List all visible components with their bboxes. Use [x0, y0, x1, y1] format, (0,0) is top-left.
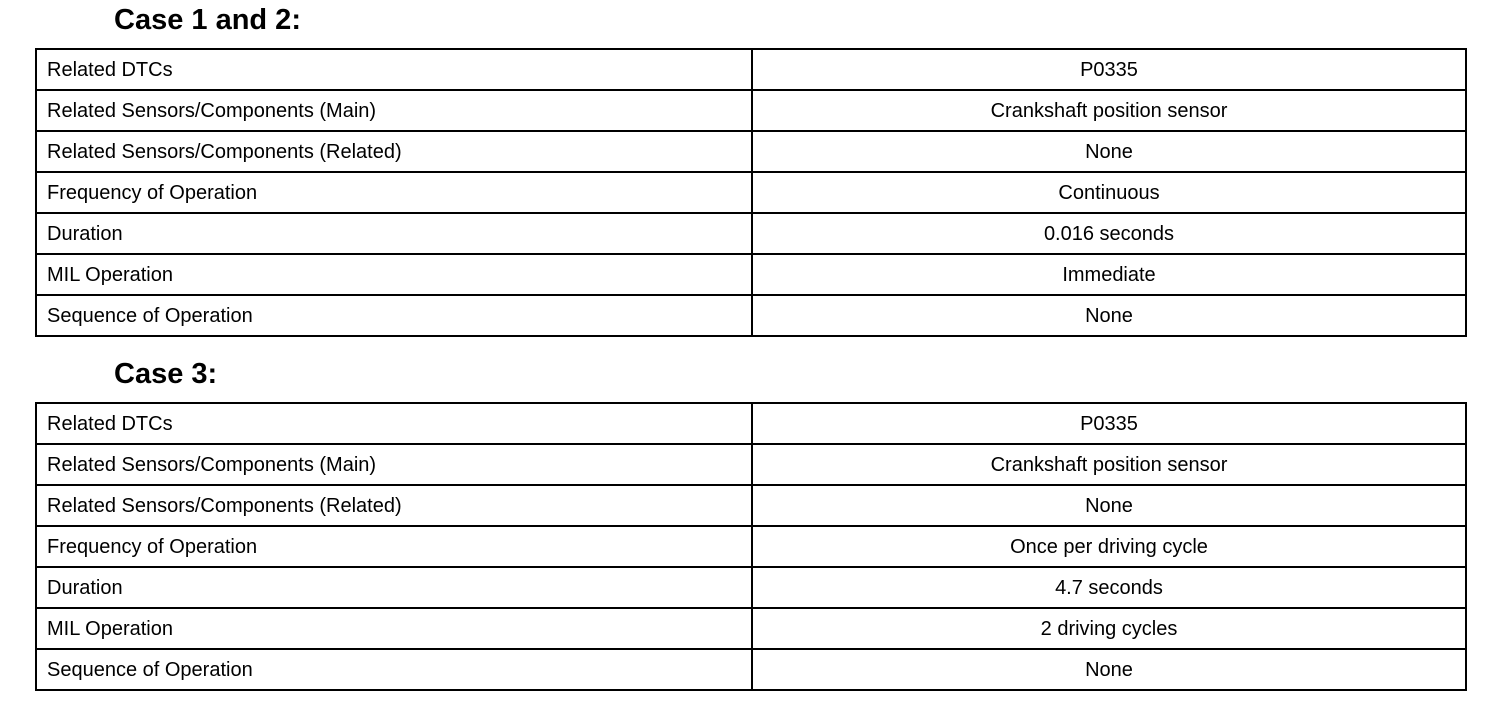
row-value-related-components: None	[752, 485, 1466, 526]
row-value-main-components: Crankshaft position sensor	[752, 444, 1466, 485]
row-value-sequence: None	[752, 295, 1466, 336]
table-row	[36, 131, 1466, 172]
table-row	[36, 526, 1466, 567]
row-label-frequency: Frequency of Operation	[36, 172, 752, 213]
table-row	[36, 649, 1466, 690]
table-row	[36, 403, 1466, 444]
row-label-related-components: Related Sensors/Components (Related)	[36, 131, 752, 172]
monitor-spec-table-case-1-and-2	[35, 48, 1467, 337]
table-row	[36, 608, 1466, 649]
table-row	[36, 172, 1466, 213]
row-label-duration: Duration	[36, 213, 752, 254]
row-label-sequence: Sequence of Operation	[36, 649, 752, 690]
table-row	[36, 90, 1466, 131]
row-label-frequency: Frequency of Operation	[36, 526, 752, 567]
section-heading-case-1-and-2: Case 1 and 2:	[114, 4, 301, 36]
table-row	[36, 485, 1466, 526]
row-value-frequency: Continuous	[752, 172, 1466, 213]
row-value-related-components: None	[752, 131, 1466, 172]
table-row	[36, 213, 1466, 254]
row-label-sequence: Sequence of Operation	[36, 295, 752, 336]
row-label-main-components: Related Sensors/Components (Main)	[36, 444, 752, 485]
section-heading-case-3: Case 3:	[114, 358, 218, 390]
row-label-main-components: Related Sensors/Components (Main)	[36, 90, 752, 131]
row-label-mil-operation: MIL Operation	[36, 254, 752, 295]
monitor-spec-table-case-3	[35, 402, 1467, 691]
row-label-related-dtcs: Related DTCs	[36, 403, 752, 444]
table-row	[36, 295, 1466, 336]
row-value-sequence: None	[752, 649, 1466, 690]
table-row	[36, 567, 1466, 608]
row-label-duration: Duration	[36, 567, 752, 608]
table-body	[36, 49, 1466, 336]
row-label-related-components: Related Sensors/Components (Related)	[36, 485, 752, 526]
row-value-duration: 0.016 seconds	[752, 213, 1466, 254]
row-value-frequency: Once per driving cycle	[752, 526, 1466, 567]
row-label-related-dtcs: Related DTCs	[36, 49, 752, 90]
table-body	[36, 403, 1466, 690]
row-value-duration: 4.7 seconds	[752, 567, 1466, 608]
row-value-related-dtcs: P0335	[752, 49, 1466, 90]
table-row	[36, 444, 1466, 485]
table-row	[36, 49, 1466, 90]
table-row	[36, 254, 1466, 295]
row-value-mil-operation: 2 driving cycles	[752, 608, 1466, 649]
row-value-main-components: Crankshaft position sensor	[752, 90, 1466, 131]
row-value-mil-operation: Immediate	[752, 254, 1466, 295]
row-label-mil-operation: MIL Operation	[36, 608, 752, 649]
row-value-related-dtcs: P0335	[752, 403, 1466, 444]
